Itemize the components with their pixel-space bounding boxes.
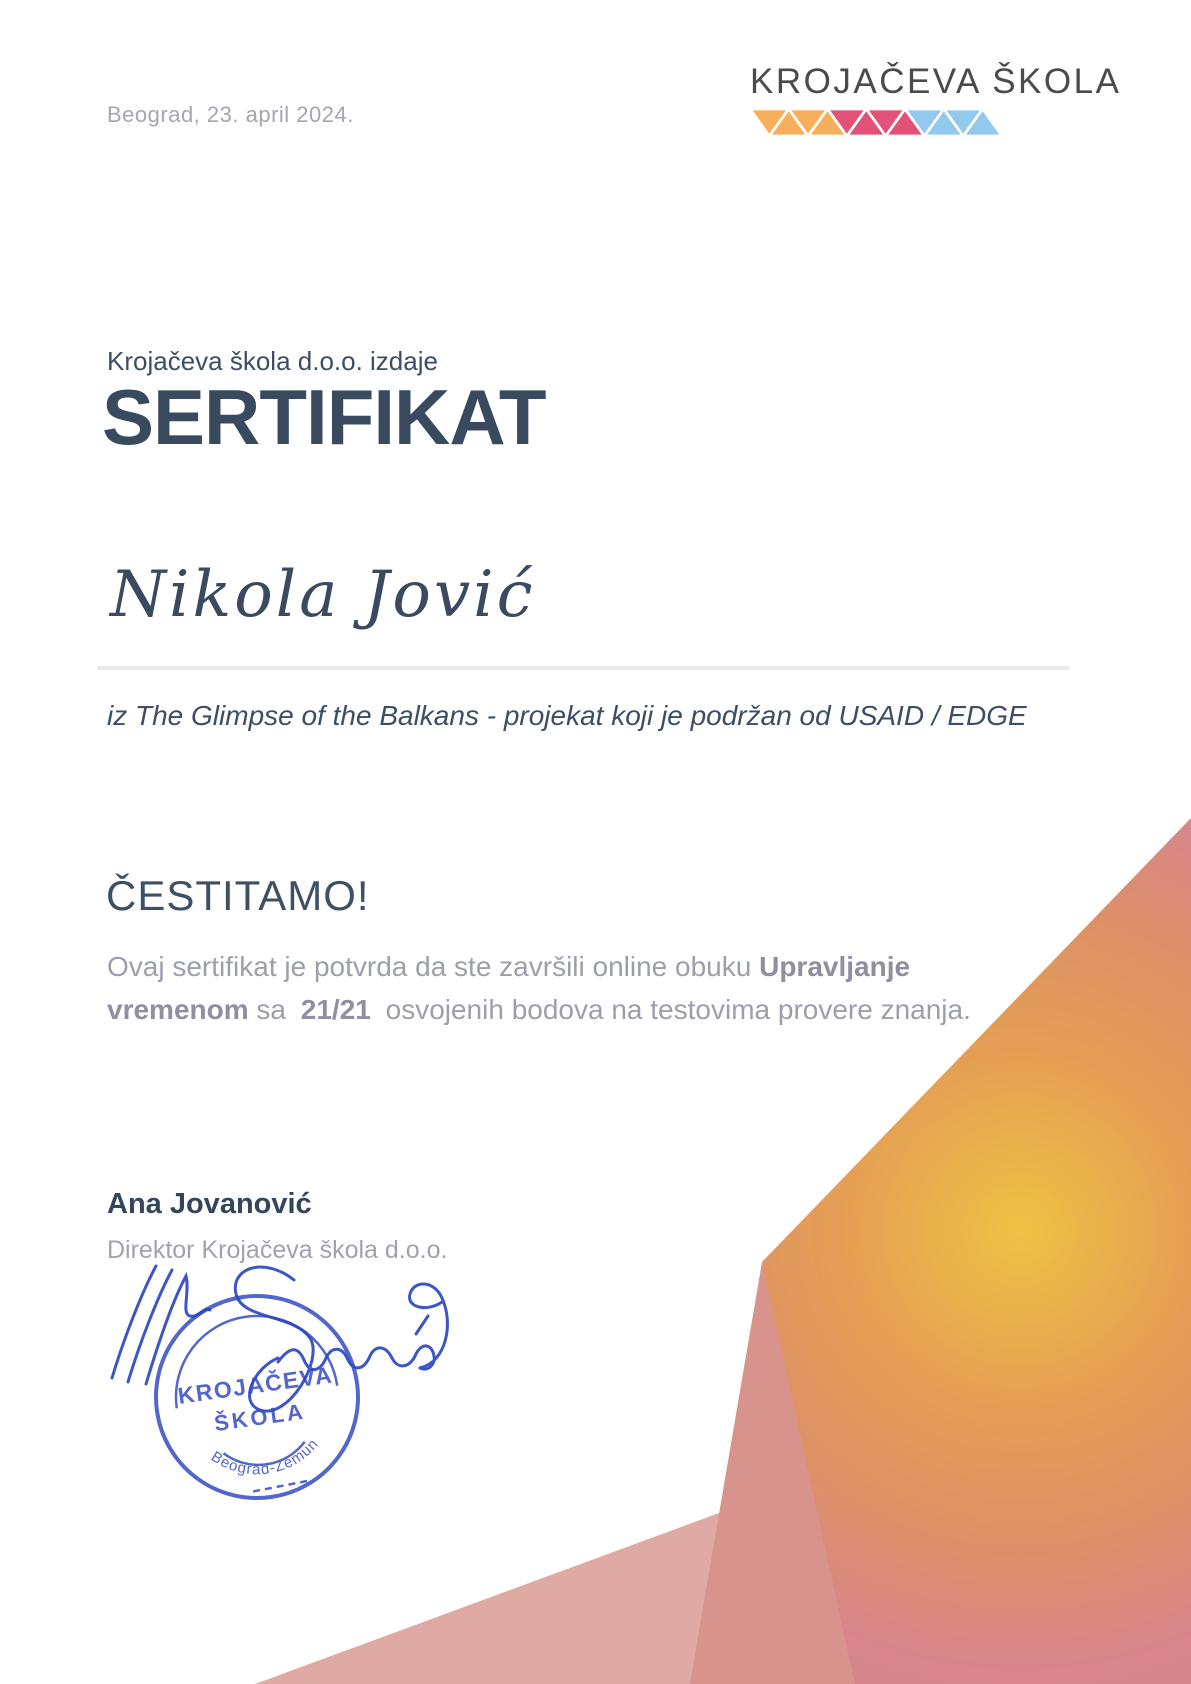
congrats-heading: ČESTITAMO! [106, 872, 370, 919]
signature-stroke [235, 1267, 313, 1411]
signatory-title: Direktor Krojačeva škola d.o.o. [107, 1236, 448, 1264]
date-location: Beograd, 23. april 2024. [107, 102, 354, 127]
signature-stroke [416, 1316, 428, 1334]
score-value: 21/21 [300, 993, 371, 1025]
signature-stroke [278, 1348, 392, 1370]
stamp-arc-text: Beograd-Zemun [207, 1435, 323, 1479]
handwritten-signature [98, 1250, 450, 1425]
school-logo [750, 62, 1122, 136]
congrats-text-segment: sa [248, 993, 294, 1025]
signatory-name: Ana Jovanović [107, 1188, 312, 1220]
congrats-text-segment: osvojenih bodova na testovima provere znanja. [377, 993, 971, 1025]
certificate-title: SERTIFIKAT [102, 373, 546, 461]
recipient-name: Nikola Jović [110, 558, 536, 632]
stamp-line2: ŠKOLA [212, 1398, 308, 1437]
stamp-line1: KROJAČEVA [176, 1361, 335, 1409]
congrats-paragraph [107, 946, 1007, 1031]
logo-triangle-band-icon [750, 109, 1002, 136]
school-logo-text: KROJAČEVA ŠKOLA [750, 62, 1122, 101]
congrats-text-segment: Ovaj sertifikat je potvrda da ste završili online obuku [107, 951, 760, 982]
recipient-origin-line: iz The Glimpse of the Balkans - projekat koji je podržan od USAID / EDGE [107, 700, 1027, 731]
name-underline-rule [97, 666, 1070, 670]
signature-stroke [146, 1276, 210, 1384]
issuer-line: Krojačeva škola d.o.o. izdaje [107, 346, 438, 376]
svg-text:Beograd-Zemun [206, 1434, 325, 1486]
course-name: Upravljanje vremenom [107, 951, 911, 1025]
